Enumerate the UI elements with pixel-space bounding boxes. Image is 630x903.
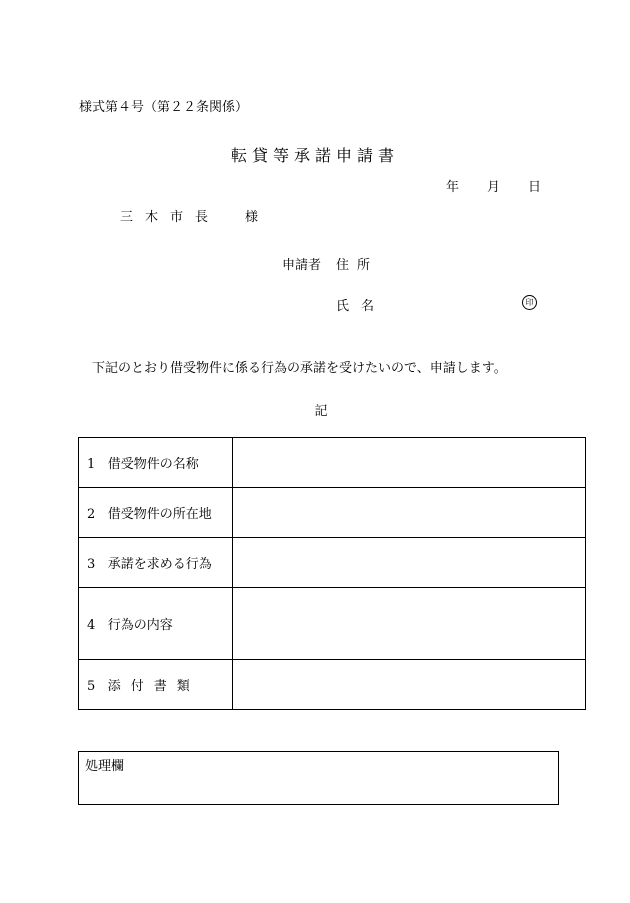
item-number: 2 xyxy=(87,507,96,522)
table-row xyxy=(79,438,586,488)
item-label: 借受物件の所在地 xyxy=(107,507,212,522)
item-number: 5 xyxy=(87,679,96,694)
item-number: 1 xyxy=(87,457,96,472)
item-label: 借受物件の名称 xyxy=(107,457,199,472)
request-statement: 下記のとおり借受物件に係る行為の承諾を受けたいので、申請します。 xyxy=(92,361,507,376)
document-title: 転貸等承諾申請書 xyxy=(230,146,399,165)
table-row xyxy=(79,488,586,538)
applicant-name-label: 氏名 xyxy=(336,299,387,314)
item-number: 4 xyxy=(87,618,96,633)
date-month-label: 月 xyxy=(487,180,501,195)
item-number: 3 xyxy=(87,557,96,572)
processing-box[interactable] xyxy=(78,751,559,805)
item-label-cell xyxy=(79,488,233,538)
item-value-cell[interactable] xyxy=(233,660,586,710)
applicant-label: 申請者 xyxy=(282,258,322,273)
processing-label: 処理欄 xyxy=(85,759,125,774)
date-year-label: 年 xyxy=(446,180,460,195)
item-value-cell[interactable] xyxy=(233,588,586,660)
item-label: 行為の内容 xyxy=(107,618,173,633)
seal-mark: 印 xyxy=(522,295,537,310)
table-row xyxy=(79,660,586,710)
item-label: 承諾を求める行為 xyxy=(107,557,212,572)
item-label-cell xyxy=(79,660,233,710)
addressee: 三木市長 様 xyxy=(120,210,271,225)
item-value-cell[interactable] xyxy=(233,488,586,538)
item-label: 添付書類 xyxy=(107,679,200,694)
ki-heading: 記 xyxy=(314,404,328,419)
applicant-address-label: 住所 xyxy=(336,258,379,273)
items-table xyxy=(78,437,586,710)
item-value-cell[interactable] xyxy=(233,538,586,588)
item-label-cell xyxy=(79,538,233,588)
item-label-cell xyxy=(79,438,233,488)
item-label-cell xyxy=(79,588,233,660)
table-row xyxy=(79,588,586,660)
item-value-cell[interactable] xyxy=(233,438,586,488)
form-number: 様式第４号（第２２条関係） xyxy=(79,100,249,115)
table-row xyxy=(79,538,586,588)
date-day-label: 日 xyxy=(528,180,542,195)
